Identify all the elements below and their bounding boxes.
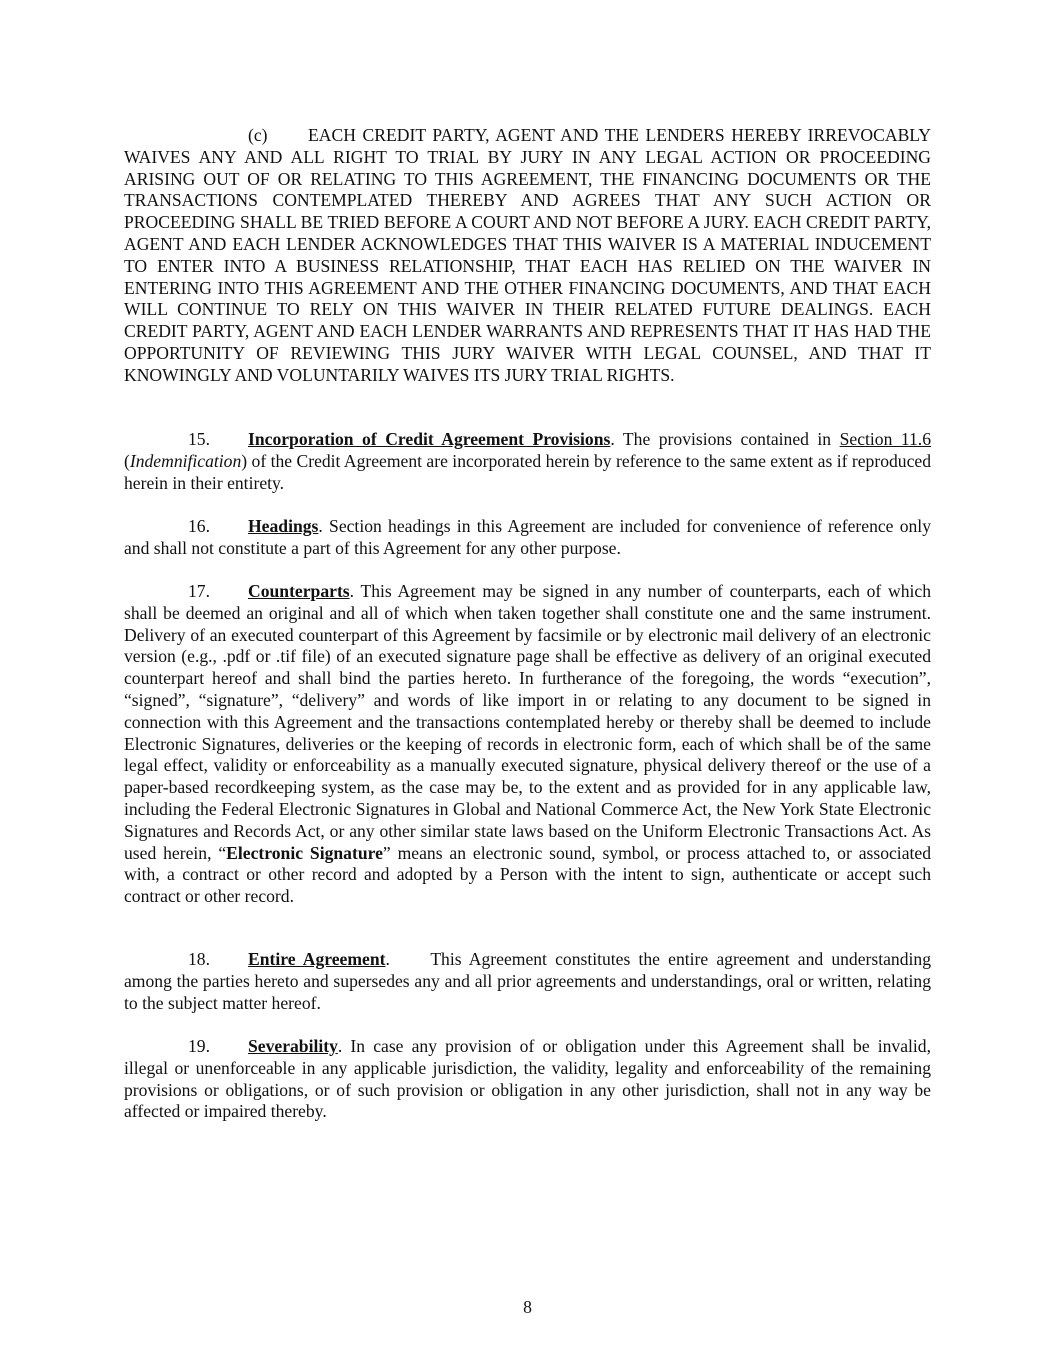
section-15-heading: Incorporation of Credit Agreement Provisions xyxy=(248,429,611,449)
section-18-heading: Entire Agreement xyxy=(248,949,386,969)
section-17-number: 17. xyxy=(188,581,210,601)
section-15-number: 15. xyxy=(188,429,210,449)
clause-c-label: (c) xyxy=(248,125,268,145)
section-16-heading: Headings xyxy=(248,516,319,536)
section-18-text: . This Agreement constitutes the entire agreement and understanding among the parties hereto and supersedes any and all prior agreements and understandings, oral or written, relating to the subject matter hereof. xyxy=(124,949,936,1013)
section-19-paragraph xyxy=(124,1036,931,1123)
section-17-heading: Counterparts xyxy=(248,581,350,601)
section-16-number: 16. xyxy=(188,516,210,536)
section-17-defined-term: Electronic Signature xyxy=(226,842,383,863)
section-16-text: . Section headings in this Agreement are included for convenience of reference only and shall not constitute a part of this Agreement for any other purpose. xyxy=(124,516,931,558)
section-16-paragraph xyxy=(124,516,931,560)
section-15-paragraph xyxy=(124,429,931,494)
section-18-paragraph xyxy=(124,949,936,1014)
clause-c-paragraph xyxy=(124,125,931,387)
section-19-number: 19. xyxy=(188,1036,210,1056)
section-17-text: . This Agreement may be signed in any number of counterparts, each of which shall be deemed an original and all of which when taken together shall constitute one and the same instrument. Delivery of an executed counterpart of this Agreement by facsimile or by electronic mail delivery of an electronic version (e.g., .pdf or .tif file) of an executed signature page shall be effective as delivery of an original executed counterpart hereof and shall bind the parties hereto. In furtherance of the foregoing, the words “execution”, “signed”, “signature”, “delivery” and words of like import in or relating to any document to be signed in connection with this Agreement and the transactions contemplated hereby or thereby shall be deemed to include Electronic Signatures, deliveries or the keeping of records in electronic form, each of which shall be of the same legal effect, validity or enforceability as a manually executed signature, physical delivery thereof or the use of a paper-based recordkeeping system, as the case may be, to the extent and as provided for in any applicable law, including the Federal Electronic Signatures in Global and National Commerce Act, the New York State Electronic Signatures and Records Act, or any other similar state laws based on the Uniform Electronic Transactions Act. As used herein, “ xyxy=(124,581,931,863)
section-15-pre: . The provisions contained in xyxy=(610,429,840,449)
section-15-open-paren: ( xyxy=(124,450,130,471)
clause-c-text: EACH CREDIT PARTY, AGENT AND THE LENDERS HEREBY IRREVOCABLY WAIVES ANY AND ALL RIGHT TO TRIAL BY JURY IN ANY LEGAL ACTION OR PROCEEDING ARISING OUT OF OR RELATING TO THIS AGREEMENT, THE FINANCING DOCUMENTS OR THE TRANSACTIONS CONTEMPLATED THEREBY AND AGREES THAT ANY SUCH ACTION OR PROCEEDING SHALL BE TRIED BEFORE A COURT AND NOT BEFORE A JURY. EACH CREDIT PARTY, AGENT AND EACH LENDER ACKNOWLEDGES THAT THIS WAIVER IS A MATERIAL INDUCEMENT TO ENTER INTO A BUSINESS RELATIONSHIP, THAT EACH HAS RELIED ON THE WAIVER IN ENTERING INTO THIS AGREEMENT AND THE OTHER FINANCING DOCUMENTS, AND THAT EACH WILL CONTINUE TO RELY ON THIS WAIVER IN THEIR RELATED FUTURE DEALINGS. EACH CREDIT PARTY, AGENT AND EACH LENDER WARRANTS AND REPRESENTS THAT IT HAS HAD THE OPPORTUNITY OF REVIEWING THIS JURY WAIVER WITH LEGAL COUNSEL, AND THAT IT KNOWINGLY AND VOLUNTARILY WAIVES ITS JURY TRIAL RIGHTS. xyxy=(124,125,931,385)
page-number: 8 xyxy=(523,1297,532,1317)
section-15-section-ref: Section 11.6 xyxy=(839,429,932,449)
section-18-number: 18. xyxy=(188,949,210,969)
section-19-heading: Severability xyxy=(248,1036,338,1056)
section-19-text: . In case any provision of or obligation under this Agreement shall be invalid, illegal or unenforceable in any applicable jurisdiction, the validity, legality and enforceability of the remaining provisions or obligations, or of such provision or obligation in any other jurisdiction, shall not in any way be affected or impaired thereby. xyxy=(124,1036,931,1122)
section-17-text2: ” means an electronic sound, symbol, or process attached to, or associated with, a contract or other record and adopted by a Person with the intent to sign, authenticate or accept such contract or other record. xyxy=(124,842,931,907)
section-15-italic-ref: Indemnification xyxy=(129,450,242,471)
section-17-paragraph xyxy=(124,581,931,908)
section-15-rest: ) of the Credit Agreement are incorporated herein by reference to the same extent as if reproduced herein in their entirety. xyxy=(124,450,932,493)
